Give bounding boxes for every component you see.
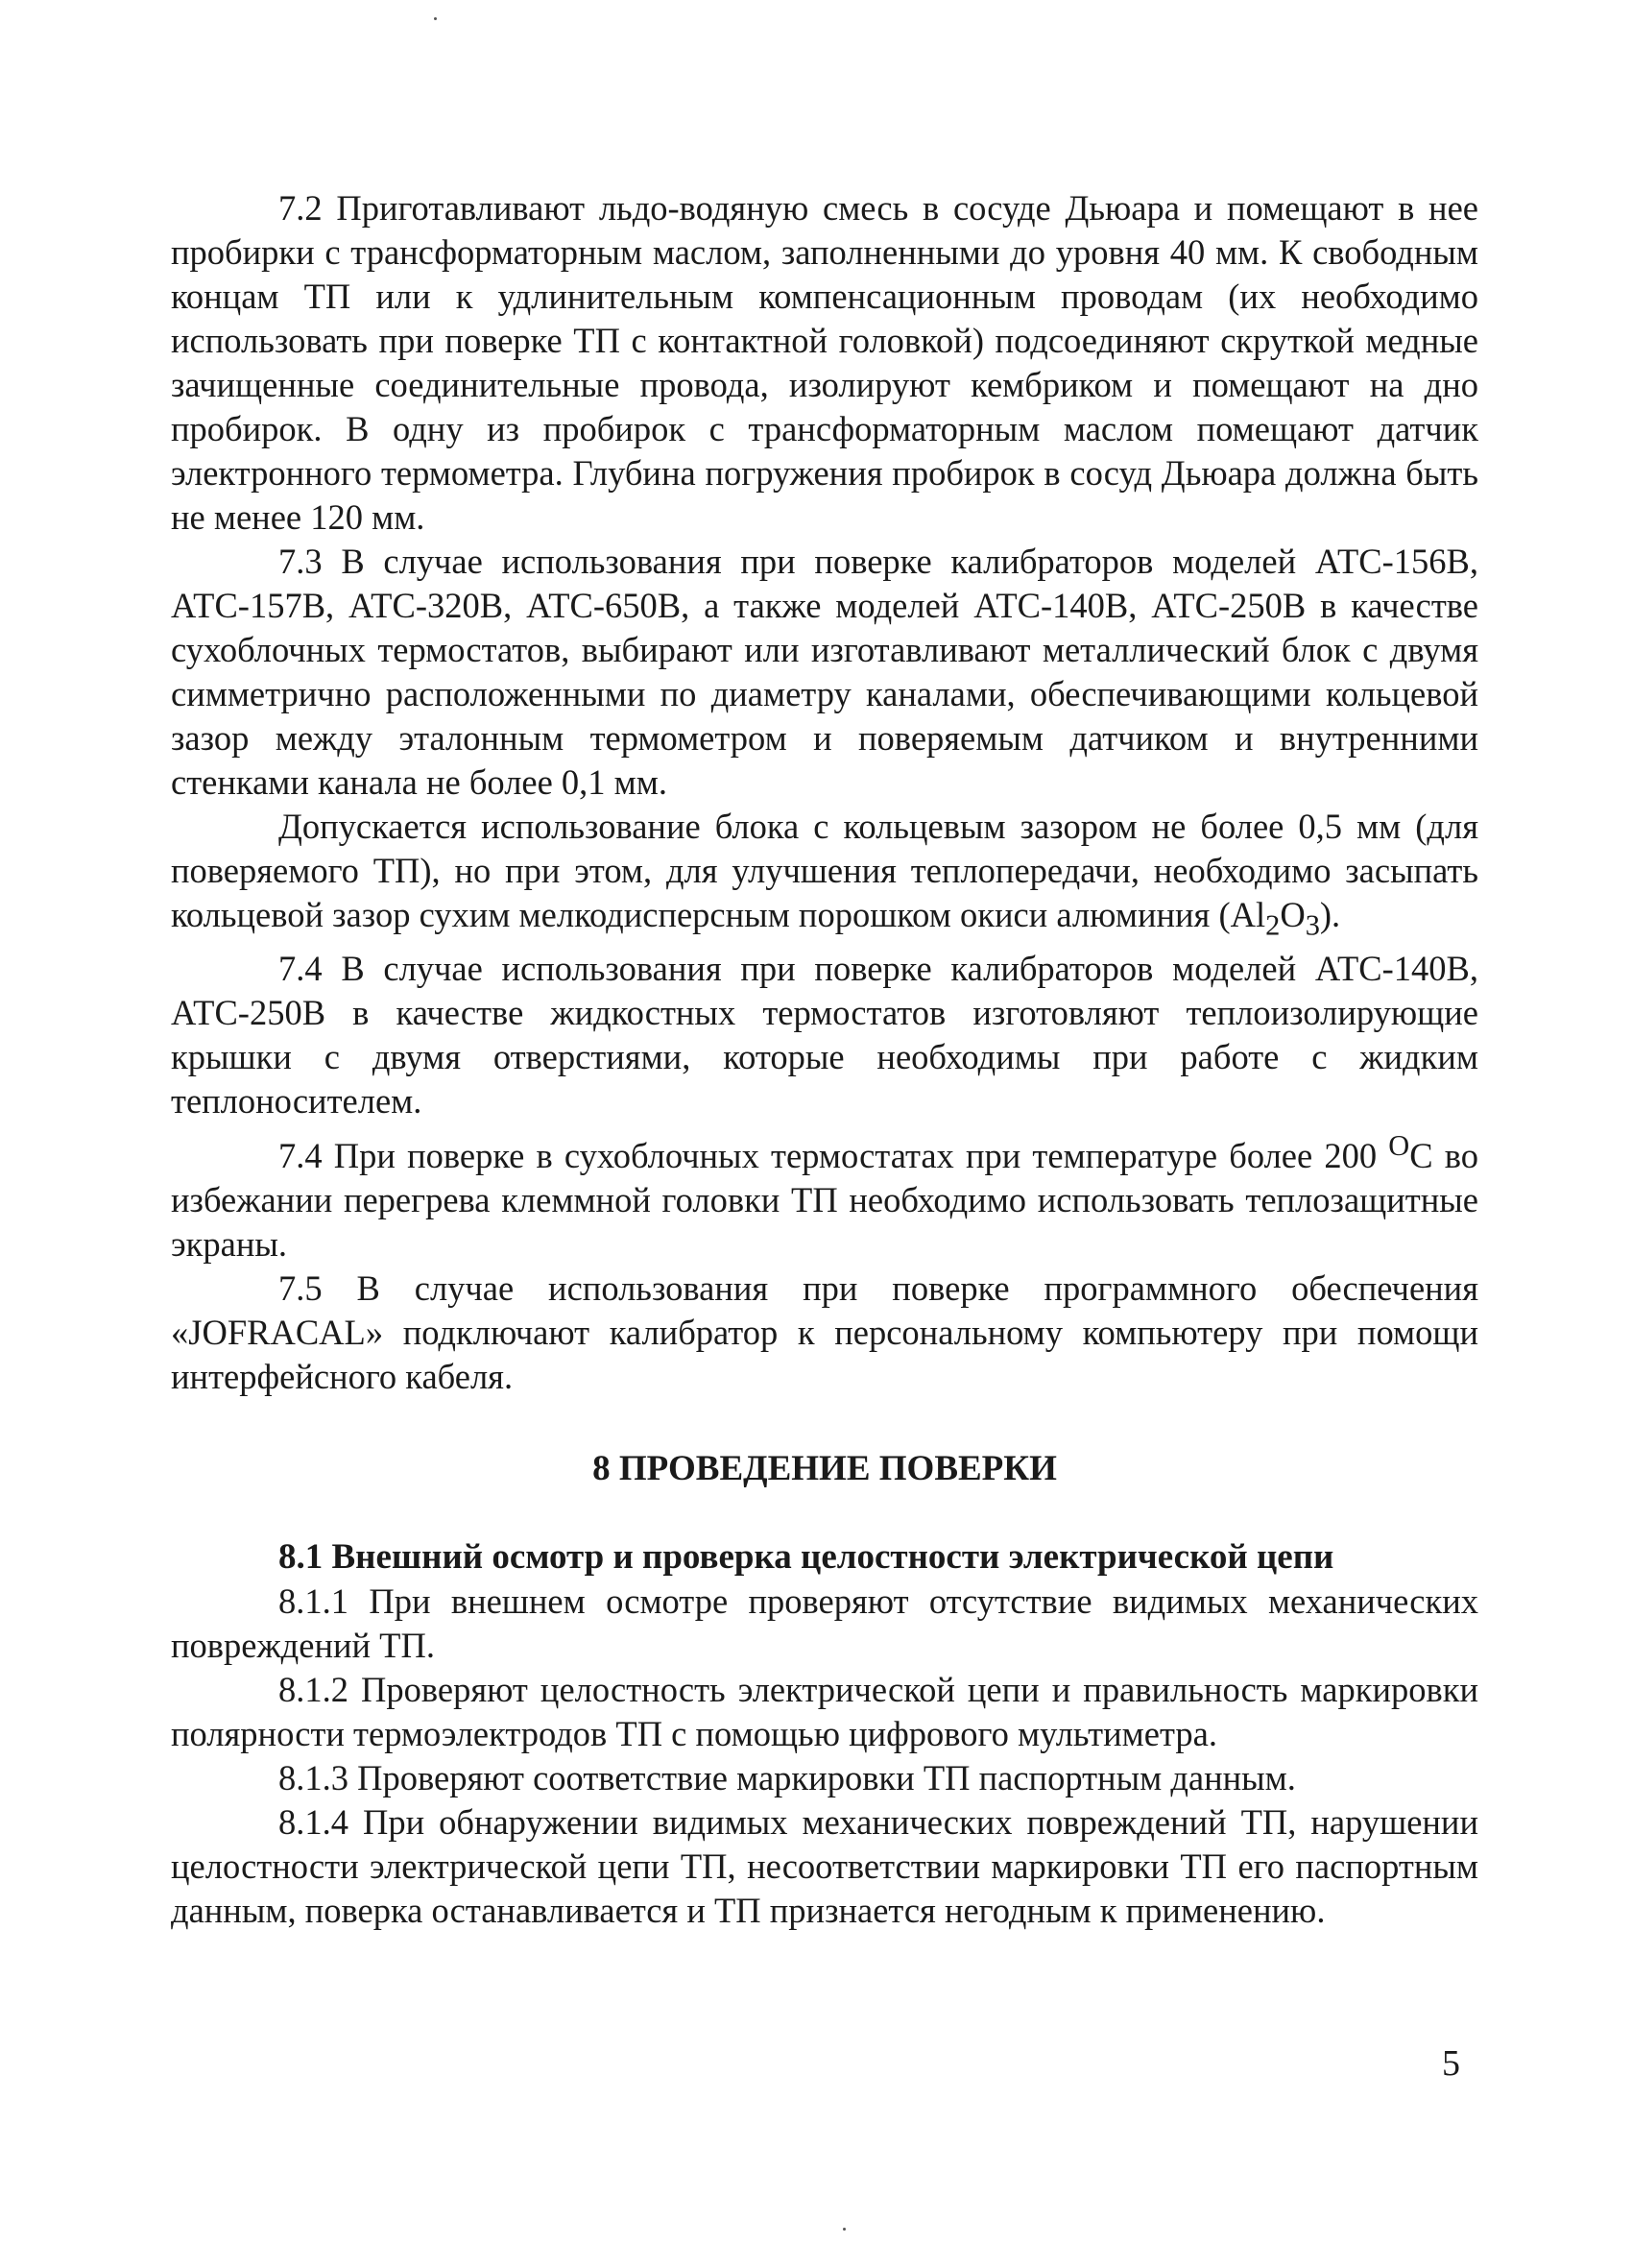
document-body xyxy=(171,186,1478,1933)
paragraph-8-1-3: 8.1.3 Проверяют соответствие маркировки ТП паспортным данным. xyxy=(278,1758,1296,1798)
paragraph-8-1-1: 8.1.1 При внешнем осмотре проверяют отсутствие видимых механических повреждений ТП. xyxy=(171,1581,1478,1666)
paragraph-7-4-dry-block xyxy=(171,1123,1478,1267)
page-number: 5 xyxy=(1442,2043,1460,2084)
scan-speck-bottom xyxy=(843,2228,846,2231)
subsection-heading-8-1: 8.1 Внешний осмотр и проверка целостности электрической цепи xyxy=(278,1537,1334,1578)
paragraph-allowed-gap-end: ). xyxy=(1319,895,1341,934)
subscript-3: 3 xyxy=(1305,908,1320,942)
paragraph-7-2: 7.2 Приготавливают льдо-водяную смесь в сосуде Дьюара и помещают в нее пробирки с трансформаторным маслом, заполненными до уровня 40 мм. К свободным концам ТП или к удлинительным компенсационным проводам (их необходимо использовать при поверке ТП с контактной головкой) подсоединяют скруткой медные зачищенные соединительные провода, изолируют кембриком и помещают на дно пробирок. В одну из пробирок с трансформаторным маслом помещают датчик электронного термометра. Глубина погружения пробирок в сосуд Дьюара должна быть не менее 120 мм. xyxy=(171,188,1478,537)
paragraph-7-4-dry-block-start: 7.4 При поверке в сухоблочных термостатах при температуре более 200 xyxy=(278,1136,1389,1176)
paragraph-7-3: 7.3 В случае использования при поверке калибраторов моделей АТС-156В, АТС-157В, АТС-320В, АТС-650В, а также моделей АТС-140В, АТС-250В в качестве сухоблочных термостатов, выбирают или изготавливают металлический блок с двумя симметрично расположенными по диаметру каналами, обеспечивающими кольцевой зазор между эталонным термометром и поверяемым датчиком и внутренними стенками канала не более 0,1 мм. xyxy=(171,542,1478,802)
paragraph-7-4-liquid: 7.4 В случае использования при поверке калибраторов моделей АТС-140В, АТС-250В в качестве жидкостных термостатов изготовляют теплоизолирующие крышки с двумя отверстиями, которые необходимы при работе с жидким теплоносителем. xyxy=(171,949,1478,1122)
paragraph-7-5: 7.5 В случае использования при поверке программного обеспечения «JOFRACAL» подключают калибратор к персональному компьютеру при помощи интерфейсного кабеля. xyxy=(171,1268,1478,1397)
oxygen-symbol: O xyxy=(1280,895,1306,934)
paragraph-7-4-dry-block-end: С во избежании перегрева клеммной головки ТП необходимо использовать теплозащитные экраны. xyxy=(171,1136,1478,1265)
subscript-2: 2 xyxy=(1265,908,1281,942)
degree-superscript: O xyxy=(1388,1129,1410,1163)
scan-speck-top xyxy=(434,17,437,20)
paragraph-8-1-4: 8.1.4 При обнаружении видимых механических повреждений ТП, нарушении целостности электрической цепи ТП, несоответствии маркировки ТП его паспортным данным, поверка останавливается и ТП признается негодным к применению. xyxy=(171,1802,1478,1931)
paragraph-allowed-gap-text: Допускается использование блока с кольцевым зазором не более 0,5 мм (для поверяемого ТП), но при этом, для улучшения теплопередачи, необходимо засыпать кольцевой зазор сухим мелкодисперсным порошком окиси алюминия (Al xyxy=(171,807,1478,934)
paragraph-8-1-2: 8.1.2 Проверяют целостность электрической цепи и правильность маркировки полярности термоэлектродов ТП с помощью цифрового мультиметра. xyxy=(171,1670,1478,1754)
section-heading-8: 8 ПРОВЕДЕНИЕ ПОВЕРКИ xyxy=(592,1449,1057,1489)
paragraph-allowed-gap xyxy=(171,805,1478,947)
